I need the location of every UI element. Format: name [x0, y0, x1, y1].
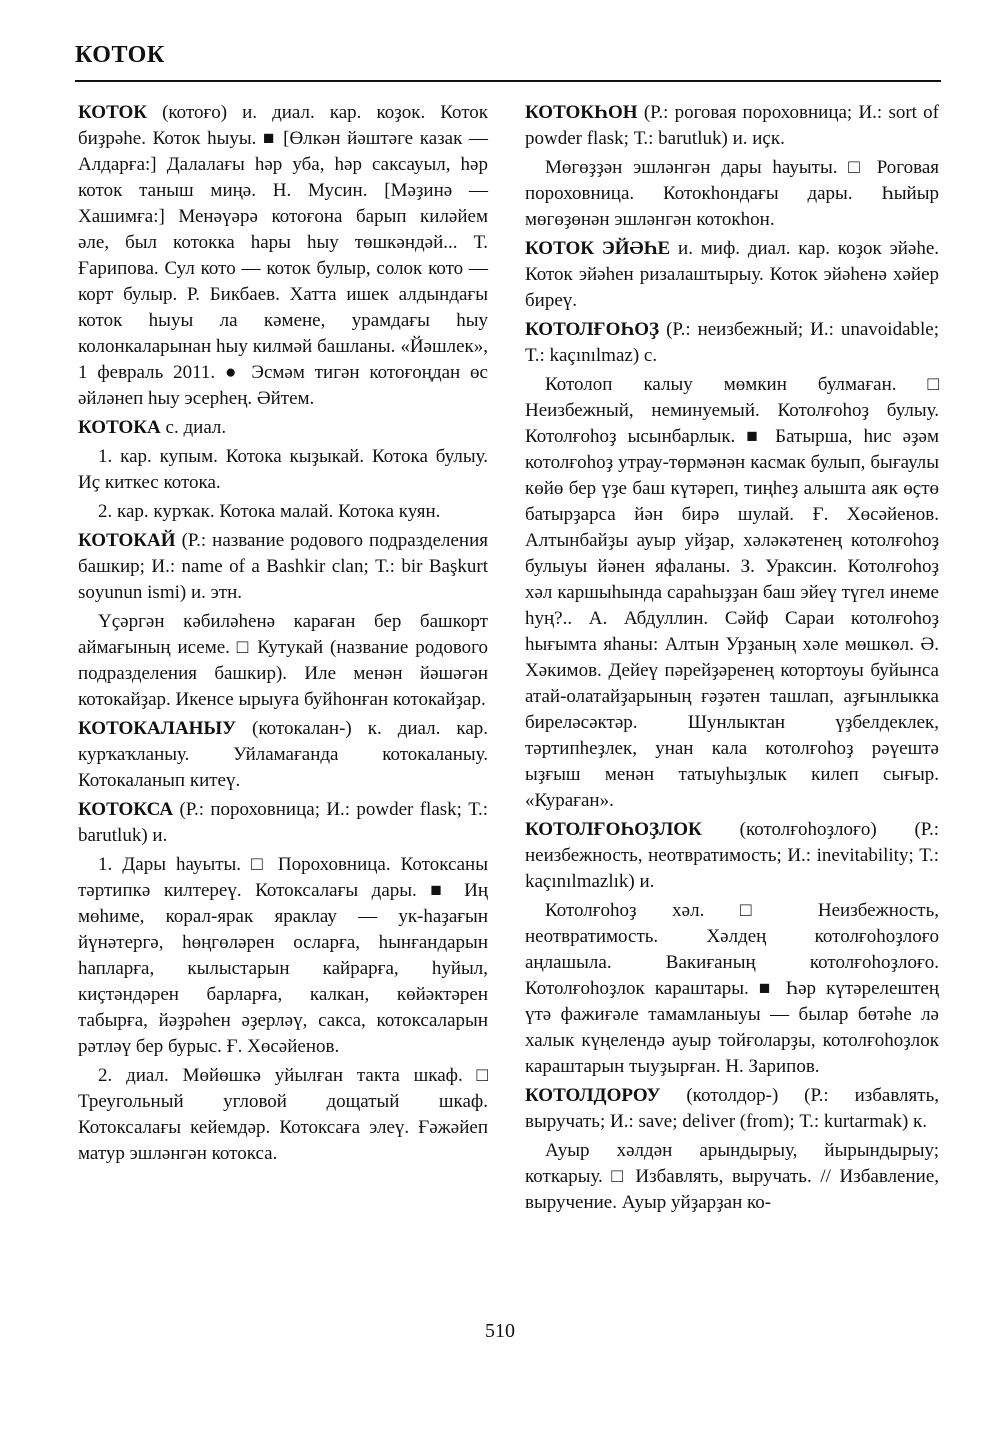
dictionary-entry: [525, 1083, 939, 1135]
headword: КОТОК: [78, 102, 148, 123]
headword: КОТОКА: [78, 417, 161, 438]
entry-text: Котолғоһоҙ хәл. □ Неизбежность, неотвратимость. Хәлдең котолғоһоҙлоғо аңлашыла. Вакиғаның котолғоһоҙлоғо. Котолғоһоҙлок караштары. ■ Һәр күтәрелештең үтә фажиғәле тамамланыуы — былар бөтәһе лә халык күңелендә ауыр тойғоларҙы, котолғоһоҙлок караштарын тыуҙырған. Н. Зарипов.: [525, 900, 939, 1077]
entry-paragraph: [525, 1138, 939, 1216]
entry-paragraph: [78, 609, 488, 713]
headword: КОТОЛҒОҺОҘЛОК: [525, 819, 702, 840]
entry-text: 1. Дары һауыты. □ Пороховница. Котоксаны тәртипкә килтереү. Котоксалағы дары. ■ Иң мөһиме, корал-ярак яраклау — ук-һаҙағын йүнәтергә, һөңгөләрен осларға, һынғандарын һапларға, кылыстарын кайрарға, һуйыл, киҫтәндәрен барларға, калкан, көйәктәрен табырға, йәҙрәһен әҙерләү, сакса, котоксаларын рәтләү бер бурыс. Ғ. Хөсәйенов.: [78, 854, 488, 1057]
dictionary-entry: [525, 236, 939, 314]
headword: КОТОКАЙ: [78, 530, 176, 551]
page-number: 510: [485, 1320, 515, 1342]
headword: КОТОКСА: [78, 799, 174, 820]
entry-text: (Р.: пороховница; И.: powder flask; Т.: barutluk) и.: [78, 799, 488, 846]
entry-text: (Р.: роговая пороховница; И.: sort of powder flask; Т.: barutluk) и. иҫк.: [525, 102, 940, 149]
entry-paragraph: [78, 444, 488, 496]
entry-paragraph: [525, 372, 939, 814]
headword: КОТОЛДОРОУ: [525, 1085, 661, 1106]
entry-text: и. миф. диал. кар. коҙок эйәһе. Коток эйәһен ризалаштырыу. Коток эйәһенә хәйер биреү.: [525, 238, 940, 311]
entry-text: Мөгөҙҙән эшләнгән дары һауыты. □ Роговая пороховница. Котокһондағы дары. Һыйыр мөгөҙөнән эшләнгән котокһон.: [525, 157, 939, 230]
left-column: [78, 100, 488, 1170]
entry-paragraph: [78, 1063, 488, 1167]
entry-text: (Р.: неизбежный; И.: unavoidable; Т.: kaçınılmaz) с.: [525, 319, 939, 366]
entry-text: 2. кар. курҡак. Котока малай. Котока куян.: [98, 501, 441, 522]
running-head: КОТОК: [75, 42, 165, 68]
entry-text: 2. диал. Мөйөшкә уйылған такта шкаф. □ Треугольный угловой дощатый шкаф. Котоксалағы кейемдәр. Котоксаға элеү. Ғәжәйеп матур эшләнгән котокса.: [78, 1065, 488, 1164]
page-header: [75, 40, 941, 82]
entry-text: Ауыр хәлдән арындырыу, йырындырыу; коткарыу. □ Избавлять, выручать. // Избавление, выручение. Ауыр уйҙарҙан ко-: [525, 1140, 939, 1213]
dictionary-entry: [525, 817, 939, 895]
entry-text: 1. кар. купым. Котока кыҙыкай. Котока булыу. Иҫ киткес котока.: [78, 446, 488, 493]
entry-paragraph: [525, 898, 939, 1080]
entry-text: (котоғо) и. диал. кар. коҙок. Коток биҙрәһе. Коток һыуы. ■ [Өлкән йәштәге казак — Алдарға:] Далалағы һәр уба, һәр саксауыл, һәр коток таныш миңә. Н. Мусин. [Мәҙинә — Хашимға:] Менәүәрә котоғона барып киләйем әле, был котокка һары һыу төшкәндәй... Т. Ғарипова. Сул кото — коток булыр, солок кото — корт булыр. Р. Бикбаев. Хатта ишек алдындағы коток һыуы ла кәмене, урамдағы һыу колонкаларынан һыу килмәй башланы. «Йәшлек», 1 февраль 2011. ● Эсмәм тигән котоғоңдан өс әйләнеп һыу эсерһең. Әйтем.: [78, 102, 488, 409]
dictionary-entry: [78, 100, 488, 412]
headword: КОТОК ЭЙӘҺЕ: [525, 238, 671, 259]
entry-text: (котолдор-) (Р.: избавлять, выручать; И.: save; deliver (from); Т.: kurtarmak) к.: [525, 1085, 939, 1132]
entry-paragraph: [78, 499, 488, 525]
entry-text: Үҫәргән кәбиләһенә караған бер башкорт аймағының исеме. □ Кутукай (название родового подразделения башкир). Иле менән йәшәгән котокайҙар. Икенсе ырыуға буйһонған котокайҙар.: [78, 611, 488, 710]
right-column: [525, 100, 939, 1219]
entry-text: (котолғоһоҙлоғо) (Р.: неизбежность, неотвратимость; И.: inevitability; Т.: kaçınılmazlık) и.: [525, 819, 939, 892]
dictionary-entry: [78, 716, 488, 794]
dictionary-entry: [78, 797, 488, 849]
dictionary-entry: [525, 317, 939, 369]
entry-text: Котолоп калыу мөмкин булмаған. □ Неизбежный, неминуемый. Котолғоһоҙ булыу. Котолғоһоҙ ысынбарлык. ■ Батырша, һис әҙәм котолғоһоҙ утрау-төрмәнән касмак булып, бығаулы көйө бер үҙе баш күтәреп, тиңһеҙ алышта аяк өҫтө батырҙарса йән бирә шулай. Ғ. Хөсәйенов. Алтынбайҙы ауыр уйҙар, хәләкәтенең котолғоһоҙ булыуы йәнен яфаланы. З. Ураксин. Котолғоһоҙ хәл каршыһында сараһыҙҙан баш эйеү түгел инеме һуң?.. А. Абдуллин. Сәйф Сараи котолғоһоҙ һығымта яһаны: Алтын Урҙаның хәле мөшкөл. Ә. Хәкимов. Дейеү пәрейҙәренең котортоуы буйынса атай-олатайҙарының ғәҙәтен ташлап, аҙғынлыкка биреләсәктәр. Шунлыктан үҙбелдеклек, тәртипһеҙлек, унан кала котолғоһоҙ рәүештә ыҙғыш менән татыуһыҙлык килеп сығыр. «Кураған».: [525, 374, 939, 811]
headword: КОТОКАЛАНЫУ: [78, 718, 237, 739]
entry-text: (котокалан-) к. диал. кар. курҡаҡланыу. Уйламағанда котокаланыу. Котокаланып китеү.: [78, 718, 488, 791]
entry-text: (Р.: название родового подразделения башкир; И.: name of a Bashkir clan; Т.: bir Başkurt soyunun ismi) и. этн.: [78, 530, 488, 603]
dictionary-entry: [78, 415, 488, 441]
entry-paragraph: [525, 155, 939, 233]
entry-text: с. диал.: [165, 417, 227, 438]
dictionary-entry: [525, 100, 939, 152]
headword: КОТОЛҒОҺОҘ: [525, 319, 660, 340]
entry-paragraph: [78, 852, 488, 1060]
dictionary-entry: [78, 528, 488, 606]
headword: КОТОКҺОН: [525, 102, 638, 123]
